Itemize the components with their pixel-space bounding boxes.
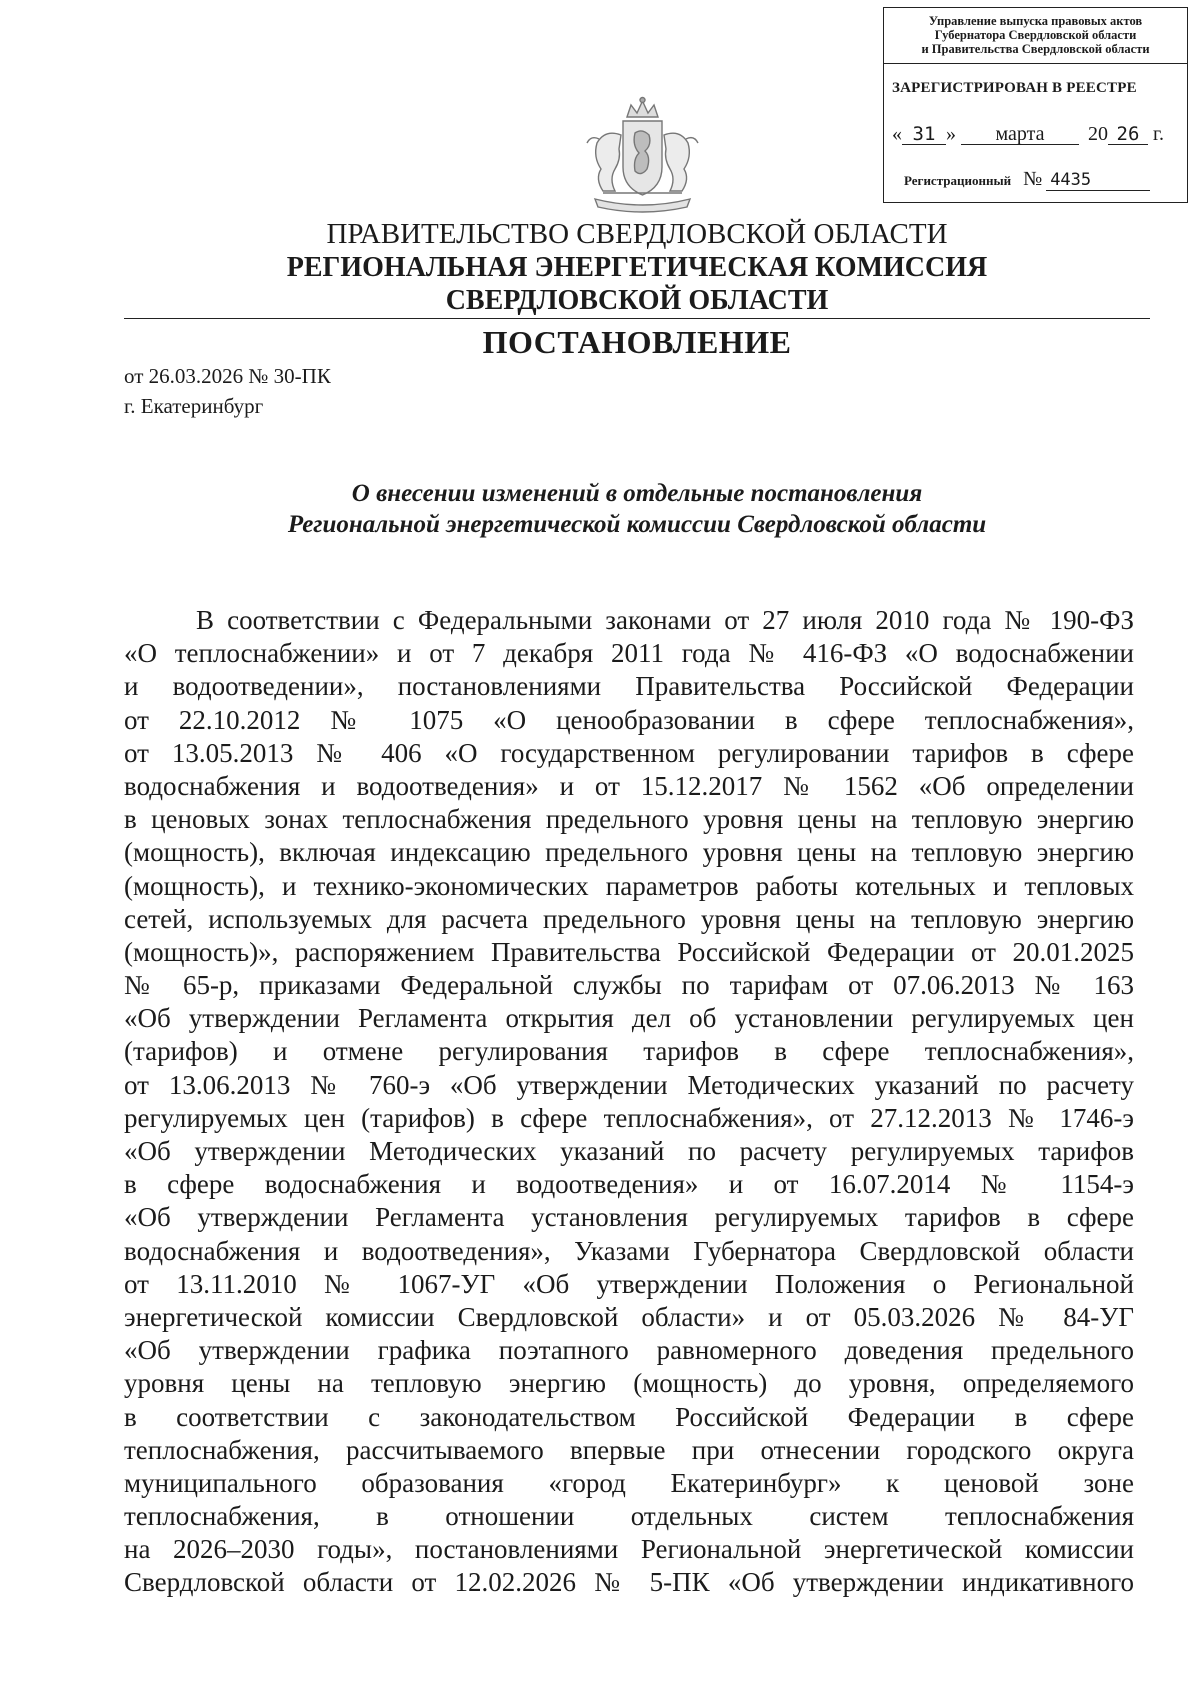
- body-line: (мощность), включая индексацию предельного уровня цены на тепловую энергию: [124, 837, 1134, 868]
- stamp-year-prefix: 20: [1088, 123, 1108, 145]
- document-city: г. Екатеринбург: [124, 394, 264, 418]
- stamp-year-mark: г.: [1153, 123, 1164, 145]
- body-line: теплоснабжения, в отношении отдельных систем теплоснабжения: [124, 1501, 1134, 1532]
- body-line: Свердловской области от 12.02.2026 № 5-ПК «Об утверждении индикативного: [124, 1567, 1134, 1598]
- stamp-day-close: »: [946, 123, 956, 145]
- body-line: от 13.06.2013 № 760-э «Об утверждении Методических указаний по расчету: [124, 1069, 1134, 1100]
- body-line: и водоотведении», постановлениями Правительства Российской Федерации: [124, 671, 1134, 702]
- stamp-reg-no-sign: №: [1023, 168, 1043, 190]
- stamp-office-line: и Правительства Свердловской области: [921, 42, 1150, 56]
- body-line: от 22.10.2012 № 1075 «О ценообразовании в сфере теплоснабжения»,: [124, 704, 1134, 735]
- body-line: энергетической комиссии Свердловской области» и от 05.03.2026 № 84-УГ: [124, 1301, 1134, 1332]
- commission-name-line2: СВЕРДЛОВСКОЙ ОБЛАСТИ: [445, 285, 829, 316]
- stamp-office-line: Управление выпуска правовых актов: [928, 14, 1143, 28]
- stamp-office-line: Губернатора Свердловской области: [934, 28, 1137, 42]
- body-line: (мощность), и технико-экономических параметров работы котельных и тепловых: [124, 870, 1134, 901]
- body-line: (тарифов) и отмене регулирования тарифов в сфере теплоснабжения»,: [124, 1036, 1134, 1067]
- document-type: ПОСТАНОВЛЕНИЕ: [482, 324, 792, 360]
- body-line: в ценовых зонах теплоснабжения предельного уровня цены на тепловую энергию: [124, 804, 1134, 835]
- body-line: в соответствии с законодательством Российской Федерации в сфере: [124, 1401, 1134, 1432]
- stamp-reg-number-row: [904, 168, 1150, 191]
- title-line: О внесении изменений в отдельные постановления: [351, 480, 923, 507]
- body-line: сетей, используемых для расчета предельного уровня цены на тепловую энергию: [124, 903, 1134, 934]
- body-line: «Об утверждении Регламента открытия дел об установлении регулируемых цен: [124, 1003, 1134, 1034]
- body-line: № 65-р, приказами Федеральной службы по тарифам от 07.06.2013 № 163: [124, 970, 1134, 1001]
- body-line: В соответствии с Федеральными законами от 27 июля 2010 года № 190-ФЗ: [196, 605, 1134, 635]
- stamp-office-block: [884, 8, 1187, 64]
- stamp-day: 31: [902, 124, 946, 145]
- body-line: «Об утверждении Методических указаний по расчету регулируемых тарифов: [124, 1136, 1134, 1166]
- stamp-registered-label: ЗАРЕГИСТРИРОВАН В РЕЕСТРЕ: [892, 80, 1137, 96]
- body-line: регулируемых цен (тарифов) в сфере теплоснабжения», от 27.12.2013 № 1746-э: [124, 1102, 1134, 1133]
- body-line: в сфере водоснабжения и водоотведения» и от 16.07.2014 № 1154-э: [124, 1169, 1134, 1200]
- body-line: на 2026–2030 годы», постановлениями Региональной энергетической комиссии: [124, 1534, 1134, 1565]
- coat-of-arms-sverdlovsk-icon: [575, 95, 710, 215]
- government-name: ПРАВИТЕЛЬСТВО СВЕРДЛОВСКОЙ ОБЛАСТИ: [326, 218, 948, 250]
- document-body: [124, 604, 1134, 1600]
- document-title: [124, 478, 1150, 540]
- title-line: Региональной энергетической комиссии Свердловской области: [287, 511, 987, 538]
- stamp-reg-number: 4435: [1046, 170, 1150, 191]
- stamp-month: марта: [961, 124, 1079, 145]
- body-line: теплоснабжения, рассчитываемого впервые при отнесении городского округа: [124, 1434, 1134, 1465]
- stamp-date: [892, 123, 1164, 146]
- body-line: от 13.11.2010 № 1067-УГ «Об утверждении Положения о Региональной: [124, 1268, 1134, 1299]
- body-line: водоснабжения и водоотведения», Указами Губернатора Свердловской области: [124, 1235, 1134, 1266]
- stamp-day-open: «: [892, 123, 902, 145]
- body-line: уровня цены на тепловую энергию (мощность) до уровня, определяемого: [124, 1368, 1134, 1399]
- body-line: «Об утверждении Регламента установления регулируемых тарифов в сфере: [124, 1202, 1134, 1233]
- stamp-year-suffix: 26: [1108, 124, 1148, 145]
- body-line: от 13.05.2013 № 406 «О государственном регулировании тарифов в сфере: [124, 737, 1134, 768]
- registration-stamp: [883, 7, 1188, 203]
- body-line: (мощность)», распоряжением Правительства Российской Федерации от 20.01.2025: [124, 936, 1134, 967]
- body-line: муниципального образования «город Екатеринбург» к ценовой зоне: [124, 1467, 1134, 1498]
- body-line: «Об утверждении графика поэтапного равномерного доведения предельного: [124, 1335, 1134, 1366]
- commission-name-line1: РЕГИОНАЛЬНАЯ ЭНЕРГЕТИЧЕСКАЯ КОМИССИЯ: [286, 252, 988, 283]
- body-line: «О теплоснабжении» и от 7 декабря 2011 года № 416-ФЗ «О водоснабжении: [124, 638, 1134, 669]
- header-divider: [124, 318, 1150, 319]
- stamp-reg-label: Регистрационный: [904, 173, 1012, 188]
- document-date-number: от 26.03.2026 № 30-ПК: [124, 364, 331, 388]
- body-line: водоснабжения и водоотведения» и от 15.12.2017 № 1562 «Об определении: [124, 770, 1134, 801]
